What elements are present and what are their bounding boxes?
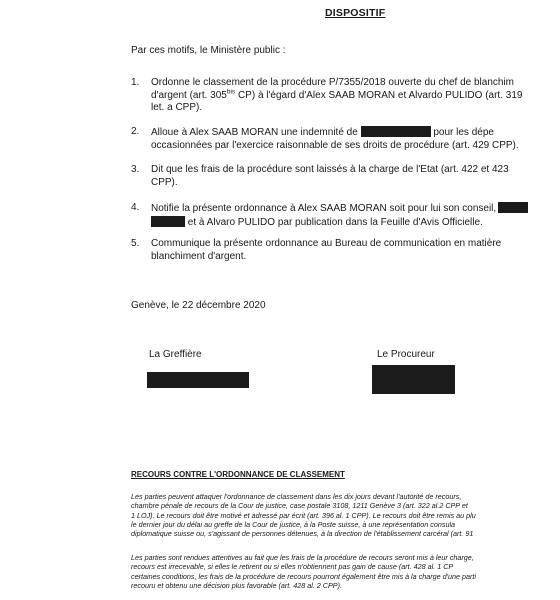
item-text: pour les dépe [430, 127, 494, 138]
recours-paragraph-2 [131, 553, 560, 590]
item-line [151, 216, 528, 230]
paragraph-line: certaines conditions, les frais de la procédure de recours pourront également être mis à la charge d'une parti [131, 571, 476, 581]
item-line: Dit que les frais de la procédure sont laissés à la charge de l'Etat (art. 422 et 423 [151, 164, 509, 175]
item-number: 1. [131, 77, 140, 88]
paragraph-line: Les parties sont rendues attentives au fait que les frais de la procédure de recours seront mis à leur charge, [131, 553, 474, 562]
redaction-box [151, 216, 185, 227]
redaction-box [498, 202, 528, 213]
procureur-label: Le Procureur [377, 349, 435, 360]
item-line [151, 202, 528, 216]
recours-title: RECOURS CONTRE L'ORDONNANCE DE CLASSEMENT [131, 470, 345, 479]
paragraph-line: chambre pénale de recours de la Cour de justice, case postale 3108, 1211 Genève 3 (art. 322 al.2 CPP et [131, 501, 468, 511]
item-text: et à Alvaro PULIDO par publication dans la Feuille d'Avis Officielle. [185, 216, 483, 228]
dispositif-heading: DISPOSITIF [325, 7, 386, 19]
paragraph-line: recours est irrecevable, si elles le retirent ou si elles n'obtiennent pas gain de cause (art. 428 al. 1 CP [131, 562, 454, 572]
paragraph-line: Les parties peuvent attaquer l'ordonnance de classement dans les dix jours devant l'autorité de recours, [131, 492, 462, 501]
item-body [151, 77, 522, 115]
greffiere-signature-redaction [147, 372, 249, 388]
greffiere-label: La Greffière [149, 349, 202, 360]
item-number: 2. [131, 126, 140, 137]
redaction-box [361, 126, 431, 137]
item-text: Notifie la présente ordonnance à Alex SAAB MORAN soit pour lui son conseil, [151, 203, 497, 214]
item-line: let. a CPP). [151, 102, 203, 113]
item-body [151, 126, 519, 152]
item-line: Communique la présente ordonnance au Bureau de communication en matière [151, 238, 502, 249]
paragraph-line: le dernier jour du délai au greffe de la Cour de justice, à la Poste suisse, à une représentation consula [131, 519, 456, 529]
item-number: 4. [131, 202, 140, 213]
item-line: occasionnées par l'exercice raisonnable de ses droits de procédure (art. 429 CPP). [151, 139, 519, 151]
procureur-signature-redaction [372, 365, 455, 394]
superscript: bis [226, 88, 236, 96]
item-body [151, 164, 509, 189]
item-line [151, 90, 522, 103]
item-text: Alloue à Alex SAAB MORAN une indemnité de [151, 127, 361, 138]
item-line: Ordonne le classement de la procédure P/7355/2018 ouverte du chef de blanchim [151, 77, 515, 88]
item-body [151, 202, 528, 229]
item-line: CPP). [151, 176, 178, 188]
item-body [151, 238, 501, 263]
intro-text: Par ces motifs, le Ministère public : [131, 45, 286, 56]
item-line: blanchiment d'argent. [151, 250, 247, 262]
item-line [151, 126, 519, 140]
paragraph-line: diplomatique suisse ou, s'agissant de personnes détenues, à la direction de l'établissement carcéral (art. 91 [131, 529, 474, 539]
item-number: 5. [131, 238, 140, 249]
item-text: d'argent (art. 305 [151, 89, 227, 101]
recours-paragraph-1 [131, 492, 560, 538]
item-number: 3. [131, 164, 140, 175]
place-date: Genève, le 22 décembre 2020 [131, 300, 266, 311]
paragraph-line: 1 LOJ). Le recours doit être motivé et adressé par écrit (art. 396 al. 1 CPP). Le recours doit être remis au plu [131, 510, 476, 520]
paragraph-line: recouru et obtenu une décision plus favorable (art. 428 al. 2 CPP). [131, 580, 342, 590]
item-text: CP) à l'égard d'Alex SAAB MORAN et Alvardo PULIDO (art. 319 [235, 89, 523, 101]
